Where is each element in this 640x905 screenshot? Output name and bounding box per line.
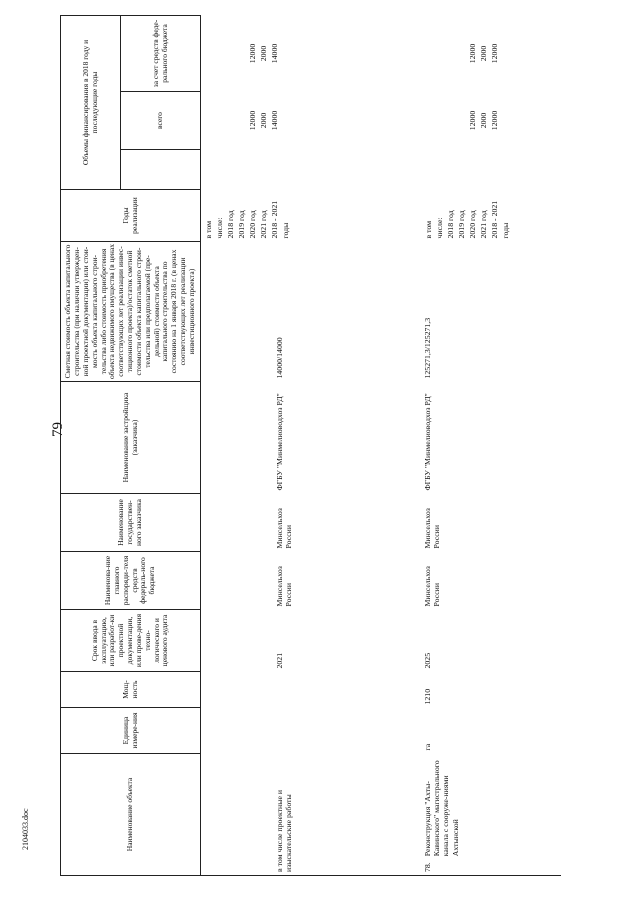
- row-capacity: 1210: [422, 688, 432, 705]
- row-name-cell: [201, 754, 421, 876]
- row-name: в том числе проектные и изыскательские работы: [275, 789, 294, 872]
- year-label: 2021 год: [478, 210, 488, 239]
- amount-value: [203, 18, 214, 88]
- row-chief-manager: Минсельхоз России: [275, 566, 294, 607]
- amount-value: [225, 18, 236, 88]
- row-federal-cell: [201, 15, 421, 91]
- row-name-cell: [421, 754, 561, 876]
- row-years-cell: [201, 190, 421, 242]
- row-commissioning: 2021: [275, 652, 284, 669]
- amount-value: 12000: [248, 110, 257, 131]
- header-estimated-cost: Сметная стоимость объекта капитального строительства (при наличии утвержден-ной проектной документации) или стои-мость объекта капитального строи-тельства либо стоимость приобретения объекта недвижимого имущества (в ценах соответствующих лет реализации инвес-тиционного проекта)/остаток сметной стоимости объекта капитального строи-тельства или предполагаемой (пре-дельной) стоимости объекта капитального строительства по состоянию на 1 января 2018 г. (в ценах соответствующих лет реализации инвестиционного проекта): [61, 242, 201, 382]
- year-label: 2020 год: [467, 210, 477, 239]
- amount-value: [236, 18, 247, 88]
- year-label: 2018 - 2021: [270, 200, 279, 239]
- header-total: всего: [121, 92, 201, 150]
- header-funding-blank: [121, 150, 201, 190]
- table-header: [61, 15, 201, 875]
- table-row: [201, 15, 421, 875]
- amount-value: [434, 18, 445, 88]
- row-total-cell: [201, 92, 421, 150]
- year-label: 2019 год: [456, 210, 466, 239]
- amount-value: [445, 95, 456, 147]
- amount-value: 12000: [489, 43, 499, 64]
- amount-value: 14000: [270, 43, 279, 64]
- amount-value: [225, 95, 236, 147]
- row-commissioning-cell: [201, 610, 421, 672]
- header-unit: Единица измере-ния: [61, 708, 201, 754]
- amount-value: [500, 18, 511, 88]
- row-state-customer-cell: [201, 494, 421, 552]
- amount-value: 12000: [248, 43, 257, 64]
- amount-value: [423, 18, 434, 88]
- amount-value: [456, 95, 467, 147]
- header-years: Годы реализации: [61, 190, 201, 242]
- row-name: Реконструкция "Ахты-Кавинского" магистрального канала с сооруже-ниями Ахтынской: [422, 760, 460, 857]
- row-total: [203, 95, 291, 147]
- row-estimated-cost-cell: [201, 242, 421, 382]
- amount-value: [280, 95, 291, 147]
- amount-value: 12000: [489, 110, 499, 131]
- header-state-customer: Наименование государствен-ного заказчика: [61, 494, 201, 552]
- row-developer-cell: [201, 382, 421, 494]
- amount-value: 2000: [478, 112, 488, 129]
- header-commissioning: Срок ввода в эксплуатацию, или разработ-ки проектной документации, или прове-дения техно-логического и ценового аудита: [61, 610, 201, 672]
- row-total: [423, 95, 511, 147]
- amount-value: 12000: [467, 43, 477, 64]
- year-label: 2018 - 2021: [489, 200, 499, 239]
- row-blank: [201, 150, 421, 190]
- year-label: в том: [423, 220, 433, 239]
- header-object-name: Наименование объекта: [61, 754, 201, 876]
- investment-table: [60, 15, 561, 876]
- row-developer: ФГБУ "Минмелиоводхоз РД": [275, 393, 284, 491]
- row-years: [423, 193, 511, 239]
- year-label: числе:: [215, 217, 224, 239]
- page-number: 79: [50, 422, 66, 437]
- rotated-table-block: [60, 16, 620, 876]
- amount-value: 14000: [270, 110, 279, 131]
- row-commissioning: 2025: [422, 652, 432, 669]
- header-developer: Наименование застройщика (заказчика): [61, 382, 201, 494]
- row-capacity: [201, 672, 421, 708]
- amount-value: 2000: [478, 45, 488, 62]
- amount-value: [445, 18, 456, 88]
- year-label: 2020 год: [248, 210, 257, 239]
- row-number: 78.: [422, 862, 432, 872]
- amount-value: [203, 95, 214, 147]
- header-federal: за счет средств феде-рального бюджета: [121, 15, 201, 91]
- document-code: 2104033.doc: [21, 808, 30, 850]
- header-chief-manager: Наименова-ние главного распоряди-теля средств федераль-ного бюджета: [61, 552, 201, 610]
- amount-value: [280, 18, 291, 88]
- row-chief-manager-cell: [201, 552, 421, 610]
- year-label: 2021 год: [259, 210, 268, 239]
- row-name-wrap: [423, 757, 460, 873]
- row-years-cell: [421, 190, 561, 242]
- row-total-cell: [421, 92, 561, 150]
- row-federal: [423, 18, 511, 88]
- year-label: числе:: [434, 217, 444, 239]
- row-unit: га: [422, 743, 432, 751]
- table-row: [421, 15, 561, 875]
- amount-value: [423, 95, 434, 147]
- amount-value: [456, 18, 467, 88]
- row-estimated-cost: 125271,3/125271,3: [422, 317, 432, 379]
- amount-value: [500, 95, 511, 147]
- year-label: 2019 год: [237, 210, 246, 239]
- amount-value: [434, 95, 445, 147]
- year-label: годы: [281, 222, 290, 239]
- header-capacity: Мощ-ность: [61, 672, 201, 708]
- amount-value: 2000: [259, 112, 268, 129]
- amount-value: 2000: [259, 45, 268, 62]
- amount-value: [214, 95, 225, 147]
- row-developer: ФГБУ "Минмелиоводхоз РД": [422, 393, 432, 491]
- amount-value: 12000: [467, 110, 477, 131]
- year-label: годы: [500, 222, 510, 239]
- row-federal: [203, 18, 291, 88]
- row-blank: [421, 150, 561, 190]
- header-funding: Объемы финансирования в 2018 году и последующие годы: [61, 15, 121, 189]
- row-years: [203, 193, 291, 239]
- year-label: 2018 год: [445, 210, 455, 239]
- row-federal-cell: [421, 15, 561, 91]
- row-chief-manager: Минсельхоз России: [422, 566, 441, 607]
- amount-value: [214, 18, 225, 88]
- row-state-customer: Минсельхоз России: [275, 508, 294, 549]
- row-estimated-cost: 14000/14000: [275, 337, 284, 379]
- year-label: в том: [204, 220, 213, 239]
- row-unit: [201, 708, 421, 754]
- amount-value: [236, 95, 247, 147]
- year-label: 2018 год: [226, 210, 235, 239]
- row-state-customer: Минсельхоз России: [422, 508, 441, 549]
